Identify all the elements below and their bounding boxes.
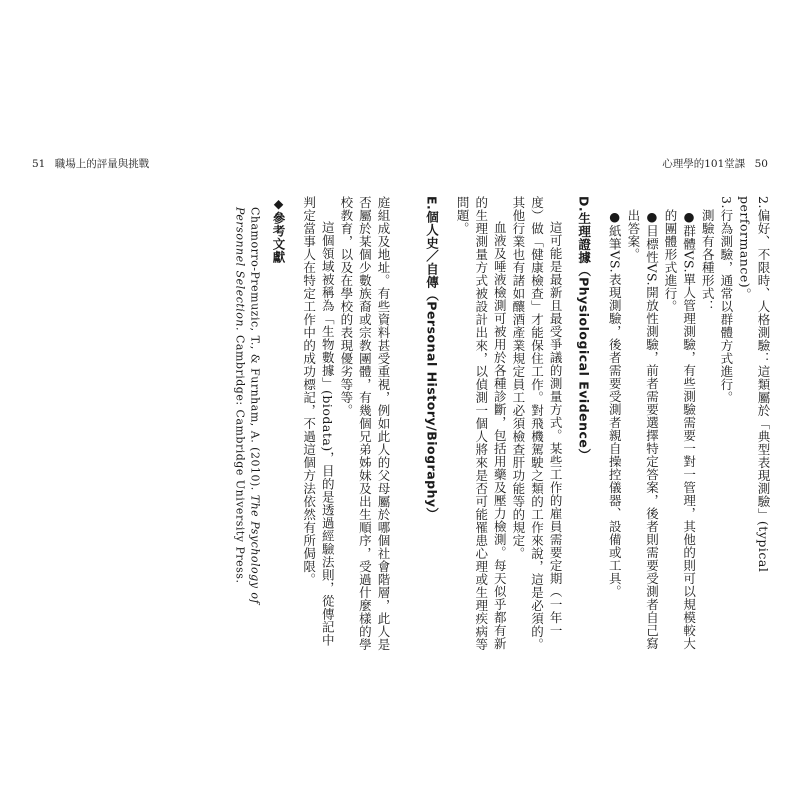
- bullet-paper-vs-performance: ●紙筆VS.表現測驗，後者需要受測者親自操控儀器、設備或工具。: [607, 208, 623, 598]
- right-running-head: [662, 156, 768, 171]
- section-e-paragraph-1: [410, 196, 412, 656]
- reference-publisher: Cambridge: Cambridge University Press.: [233, 331, 247, 584]
- left-page-body: [172, 196, 392, 656]
- list-item-3: 3.行為測驗，通常以群體方式進行。: [718, 196, 734, 404]
- bullet-objective-vs-open: ●目標性VS.開放性測驗，前者需要選擇特定答案，後者則需要受測者自己寫出答案。: [625, 208, 660, 650]
- biodata-paragraph: 這個領域被稱為「生物數據」(biodata)，目的是透過經驗法則，從傳記中判定當事人在特定工作中的成功標記，不過這個方法依然有所侷限。: [301, 196, 336, 647]
- references-heading: ◆參考文獻: [271, 196, 287, 264]
- left-running-head: [32, 156, 149, 171]
- bullet-group-vs-individual: ●群體VS.單人管理測驗，有些測驗需要一對一管理，其他的則可以規模較大的團體形式進行。: [663, 208, 697, 650]
- section-d-paragraph-2: 血液及唾液檢測可被用於各種診斷，包括用藥及壓力檢測。每天似乎都有新的生理測量方式被設計出來，以偵測一個人將來是否可能罹患心理或生理疾病等問題。: [455, 196, 508, 651]
- left-chapter-title: 職場上的評量與挑戰: [54, 158, 150, 170]
- reference-book-title: The Psychology of Personnel Selection.: [233, 207, 262, 605]
- reference-authors: Chamorro-Premuzic, T., & Furnham, A. (2010).: [248, 207, 262, 495]
- section-d-paragraph-1: 這可能是最新且最受爭議的測量方式。某些工作的雇員需要定期（一年一度）做「健康檢查」才能保住工作。對飛機駕駛之類的工作來說，這是必須的。其他行業也有諸如釀酒產業規定員工必須檢查肝功能等的規定。: [510, 196, 564, 651]
- list-item-2: 2.偏好、不限時、人格測驗：這類屬於「典型表現測驗」(typical performance)。: [737, 196, 771, 573]
- right-page-number: 50: [754, 158, 768, 170]
- section-e-heading: E.個人史／自傳（Personal History/Biography）: [424, 196, 440, 521]
- right-page-columns: [410, 196, 772, 656]
- right-book-title: 心理學的101堂課: [662, 158, 746, 170]
- right-page-body: [410, 196, 772, 656]
- section-d-heading: D.生理證據（Physiological Evidence）: [576, 196, 592, 462]
- reference-entry: [232, 196, 262, 656]
- section-e-paragraph-continued: 庭組成及地址。有些資料甚受重視，例如此人的父母屬於哪個社會階層，此人是否屬於某個少數族裔或宗教團體，有幾個兄弟姊妹及出生順序，受過什麼樣的學校教育，以及在學校的表現優劣等等。: [338, 196, 391, 651]
- left-page-columns: [172, 196, 392, 656]
- left-page-number: 51: [32, 158, 46, 170]
- test-types-intro: 測驗有各種形式：: [700, 208, 716, 313]
